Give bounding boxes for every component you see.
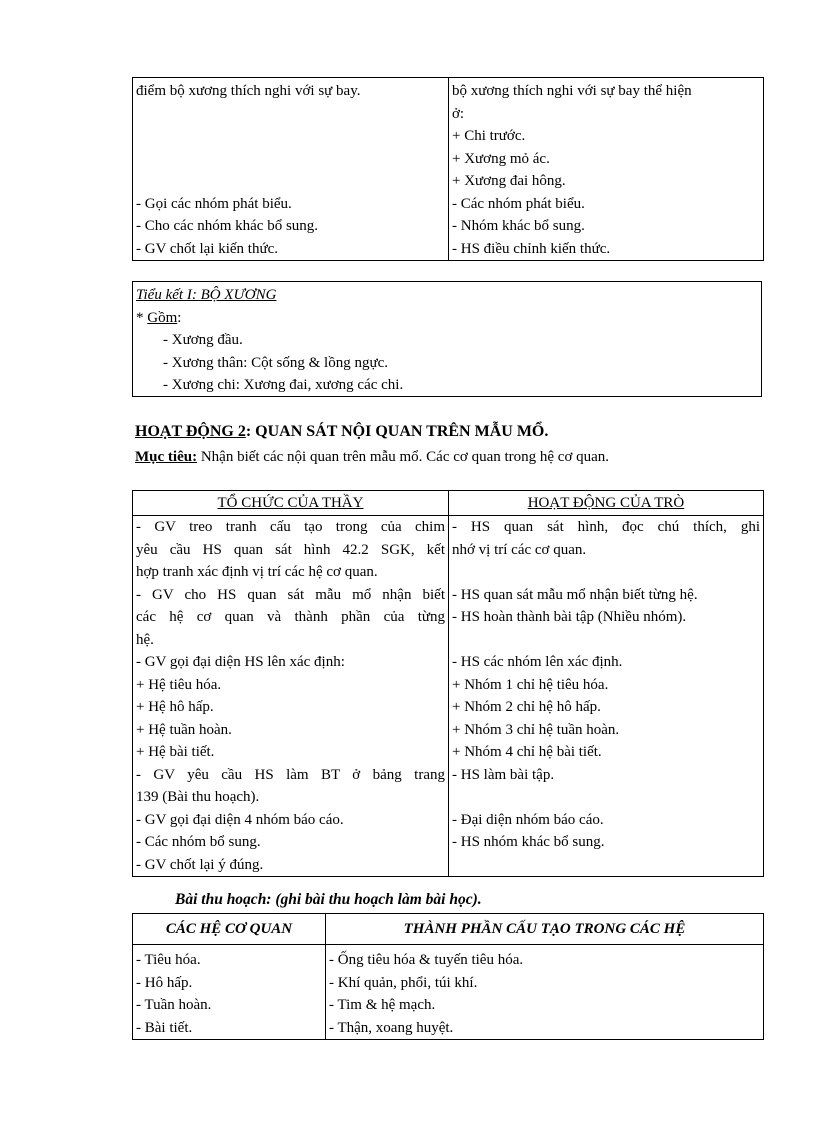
student-text-line: + Nhóm 3 chỉ hệ tuần hoàn.: [452, 721, 620, 738]
student-text-line: - HS các nhóm lên xác định.: [452, 654, 623, 670]
teacher-text-line: các hệ cơ quan và thành phần của từng: [136, 609, 445, 625]
student-text-line: - Các nhóm phát biểu.: [452, 195, 585, 212]
summary-item: - Xương thân: Cột sống & lồng ngực.: [163, 354, 389, 371]
teacher-text-line: - Các nhóm bổ sung.: [136, 834, 261, 850]
table-activity2: [132, 490, 764, 877]
summary-item: - Xương đầu.: [163, 332, 243, 348]
student-text-line: + Xương đai hông.: [452, 173, 566, 189]
teacher-text-line: - GV chốt lại kiến thức.: [136, 240, 278, 257]
teacher-text-line: - GV gọi đại diện 4 nhóm báo cáo.: [136, 811, 344, 828]
teacher-text-line: + Hệ bài tiết.: [136, 744, 215, 760]
student-text-line: + Nhóm 1 chỉ hệ tiêu hóa.: [452, 676, 609, 693]
teacher-text-line: - GV cho HS quan sát mẫu mổ nhận biết: [136, 586, 445, 603]
component-item: - Ống tiêu hóa & tuyến tiêu hóa.: [329, 952, 524, 968]
student-text-line: bộ xương thích nghi với sự bay thể hiện: [452, 83, 692, 99]
teacher-text-line: - Gọi các nhóm phát biểu.: [136, 195, 292, 212]
activity2-heading: HOẠT ĐỘNG 2: QUAN SÁT NỘI QUAN TRÊN MẪU MỔ.: [135, 423, 549, 440]
teacher-text-line: hợp tranh xác định vị trí các hệ cơ quan.: [136, 564, 378, 580]
components-cell: [326, 945, 764, 1040]
summary-box: [132, 281, 762, 397]
student-text-line: + Chi trước.: [452, 128, 526, 144]
teacher-text-line: hệ.: [136, 631, 154, 648]
table-activity1-continued: [132, 77, 764, 261]
table-header-row: [133, 491, 764, 516]
student-text-line: - HS làm bài tập.: [452, 766, 555, 783]
student-text-line: - HS nhóm khác bổ sung.: [452, 834, 605, 850]
teacher-text-line: - Cho các nhóm khác bổ sung.: [136, 218, 319, 234]
summary-title: Tiểu kết I: BỘ XƯƠNG: [136, 287, 277, 303]
teacher-text-line: điểm bộ xương thích nghi với sự bay.: [136, 83, 361, 99]
student-text-line: ở:: [452, 105, 465, 122]
student-text-line: - HS hoàn thành bài tập (Nhiều nhóm).: [452, 609, 687, 625]
teacher-column-cell: [133, 516, 449, 877]
student-text-line: + Nhóm 2 chỉ hệ hô hấp.: [452, 699, 601, 715]
teacher-text-line: 139 (Bài thu hoạch).: [136, 789, 260, 805]
student-text-line: - HS quan sát hình, đọc chú thích, ghi: [452, 519, 760, 535]
system-item: - Hô hấp.: [136, 974, 193, 991]
teacher-text-line: + Hệ hô hấp.: [136, 699, 214, 715]
system-item: - Tuần hoàn.: [136, 997, 212, 1013]
system-item: - Tiêu hóa.: [136, 952, 201, 968]
column-header-systems: CÁC HỆ CƠ QUAN: [133, 914, 326, 945]
table-row: [133, 516, 764, 877]
student-text-line: nhớ vị trí các cơ quan.: [452, 541, 587, 558]
column-header-student: HOẠT ĐỘNG CỦA TRÒ: [449, 491, 764, 516]
component-item: - Thận, xoang huyệt.: [329, 1019, 454, 1036]
teacher-text-line: + Hệ tiêu hóa.: [136, 676, 222, 693]
student-text-line: - HS điều chỉnh kiến thức.: [452, 240, 611, 257]
teacher-text-line: - GV yêu cầu HS làm BT ở bảng trang: [136, 766, 445, 783]
student-column-cell: [449, 516, 764, 877]
summary-item: - Xương chi: Xương đai, xương các chi.: [163, 377, 404, 393]
teacher-column-cell: [133, 78, 449, 261]
table-row: [133, 78, 764, 261]
table-report: [132, 913, 764, 1040]
student-text-line: + Nhóm 4 chỉ hệ bài tiết.: [452, 744, 602, 760]
table-header-row: [133, 914, 764, 945]
table-row: [133, 945, 764, 1040]
student-text-line: - Nhóm khác bổ sung.: [452, 218, 585, 234]
teacher-text-line: - GV gọi đại diện HS lên xác định:: [136, 654, 345, 670]
teacher-text-line: - GV treo tranh cấu tạo trong của chim: [136, 519, 445, 535]
teacher-text-line: - GV chốt lại ý đúng.: [136, 856, 264, 873]
component-item: - Tim & hệ mạch.: [329, 997, 436, 1013]
teacher-text-line: yêu cầu HS quan sát hình 42.2 SGK, kết: [136, 541, 445, 558]
student-text-line: + Xương mỏ ác.: [452, 150, 550, 167]
systems-cell: [133, 945, 326, 1040]
student-text-line: - Đại diện nhóm báo cáo.: [452, 811, 604, 828]
report-caption: Bài thu hoạch: (ghi bài thu hoạch làm bài học).: [175, 891, 482, 908]
component-item: - Khí quản, phổi, túi khí.: [329, 974, 478, 991]
column-header-teacher: TỔ CHỨC CỦA THẦY: [133, 491, 449, 516]
student-column-cell: [449, 78, 764, 261]
column-header-components: THÀNH PHẦN CẤU TẠO TRONG CÁC HỆ: [326, 914, 764, 945]
activity2-goal: Mục tiêu: Nhận biết các nội quan trên mẫu mổ. Các cơ quan trong hệ cơ quan.: [135, 449, 610, 465]
teacher-text-line: + Hệ tuần hoàn.: [136, 721, 232, 738]
summary-includes: * Gồm:: [136, 309, 182, 326]
system-item: - Bài tiết.: [136, 1019, 193, 1036]
student-text-line: - HS quan sát mẫu mổ nhận biết từng hệ.: [452, 586, 698, 603]
